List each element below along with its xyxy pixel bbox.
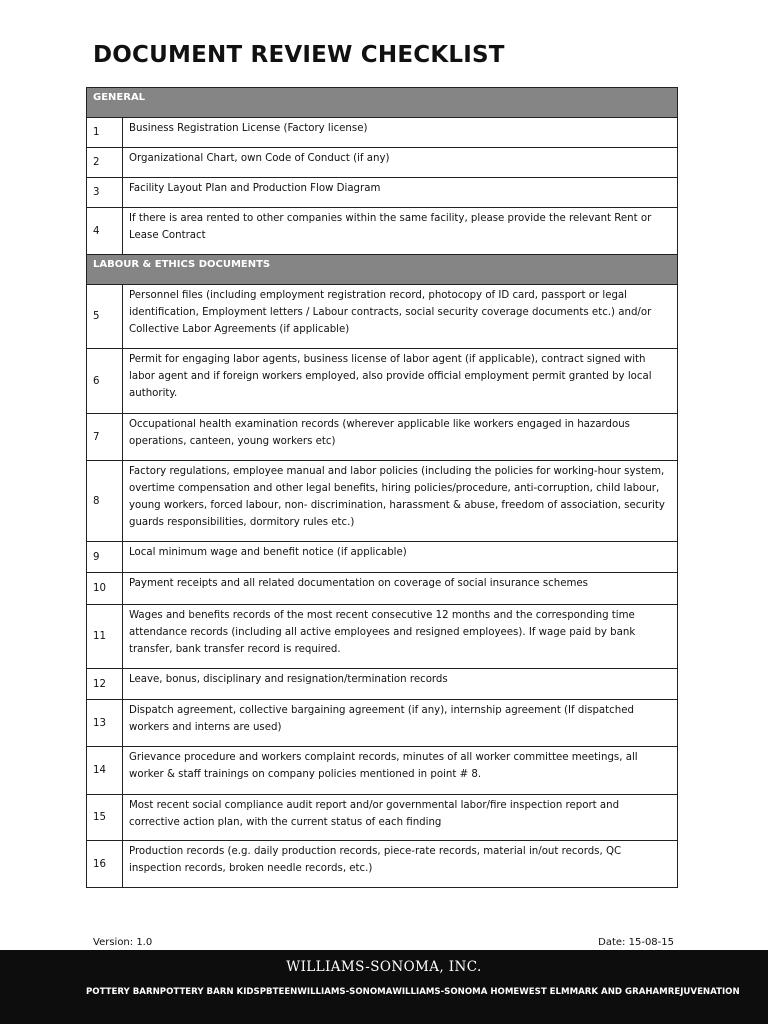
item-description: Local minimum wage and benefit notice (if applicable) — [123, 542, 678, 573]
item-number: 7 — [87, 414, 123, 461]
item-number: 2 — [87, 148, 123, 178]
checklist-row — [87, 349, 678, 414]
section-heading: LABOUR & ETHICS DOCUMENTS — [87, 255, 678, 285]
section-header-row — [87, 88, 678, 118]
item-number: 1 — [87, 118, 123, 148]
footer-date: Date: 15-08-15 — [598, 937, 674, 948]
item-number: 6 — [87, 349, 123, 414]
item-number: 3 — [87, 178, 123, 208]
item-description: Occupational health examination records (wherever applicable like workers engaged in hazardous operations, canteen, young workers etc) — [123, 414, 678, 461]
checklist-row — [87, 208, 678, 255]
checklist-row — [87, 747, 678, 795]
checklist-row — [87, 795, 678, 841]
checklist-row — [87, 542, 678, 573]
checklist-row — [87, 285, 678, 349]
item-number: 13 — [87, 700, 123, 747]
checklist-row — [87, 461, 678, 542]
checklist-row — [87, 148, 678, 178]
footer-version: Version: 1.0 — [93, 937, 153, 948]
item-number: 9 — [87, 542, 123, 573]
item-description: Permit for engaging labor agents, business license of labor agent (if applicable), contract signed with labor agent and if foreign workers employed, also provide official employment permit granted by local authority. — [123, 349, 678, 414]
brand-name: WEST ELM — [519, 987, 570, 997]
item-number: 15 — [87, 795, 123, 841]
item-number: 5 — [87, 285, 123, 349]
checklist-row — [87, 573, 678, 605]
checklist-row — [87, 118, 678, 148]
checklist-row — [87, 841, 678, 888]
item-description: Payment receipts and all related documentation on coverage of social insurance schemes — [123, 573, 678, 605]
item-description: Personnel files (including employment registration record, photocopy of ID card, passport or legal identification, Employment letters / Labour contracts, social security coverage documents etc.) and/or Collective Labor Agreements (if applicable) — [123, 285, 678, 349]
checklist-row — [87, 178, 678, 208]
checklist-table — [86, 87, 678, 888]
brand-name: MARK AND GRAHAM — [569, 987, 668, 997]
item-description: Dispatch agreement, collective bargaining agreement (if any), internship agreement (If dispatched workers and interns are used) — [123, 700, 678, 747]
item-description: Factory regulations, employee manual and labor policies (including the policies for working-hour system, overtime compensation and other legal benefits, hiring policies/procedure, anti-corruption, child labour, young workers, forced labour, non- discrimination, harassment & abuse, freedom of association, security guards responsibilities, dormitory rules etc.) — [123, 461, 678, 542]
item-description: Business Registration License (Factory license) — [123, 118, 678, 148]
checklist-row — [87, 669, 678, 700]
page-title: DOCUMENT REVIEW CHECKLIST — [93, 42, 505, 68]
item-number: 11 — [87, 605, 123, 669]
brand-name: WILLIAMS-SONOMA — [297, 987, 393, 997]
brand-name: POTTERY BARN KIDS — [159, 987, 260, 997]
item-description: If there is area rented to other companies within the same facility, please provide the relevant Rent or Lease Contract — [123, 208, 678, 255]
item-number: 10 — [87, 573, 123, 605]
brand-name: POTTERY BARN — [86, 987, 160, 997]
checklist-row — [87, 605, 678, 669]
item-number: 8 — [87, 461, 123, 542]
section-header-row — [87, 255, 678, 285]
item-description: Leave, bonus, disciplinary and resignation/termination records — [123, 669, 678, 700]
brand-name: WILLIAMS-SONOMA HOME — [392, 987, 520, 997]
checklist-row — [87, 414, 678, 461]
brand-list — [86, 987, 740, 997]
item-description: Wages and benefits records of the most recent consecutive 12 months and the corresponding time attendance records (including all active employees and resigned employees). If wage paid by bank transfer, bank transfer record is required. — [123, 605, 678, 669]
item-number: 16 — [87, 841, 123, 888]
item-number: 12 — [87, 669, 123, 700]
item-description: Grievance procedure and workers complaint records, minutes of all worker committee meetings, all worker & staff trainings on company policies mentioned in point # 8. — [123, 747, 678, 795]
item-description: Organizational Chart, own Code of Conduct (if any) — [123, 148, 678, 178]
brand-footer-bar — [0, 950, 768, 1024]
brand-name: PBTEEN — [259, 987, 298, 997]
section-heading: GENERAL — [87, 88, 678, 118]
checklist-row — [87, 700, 678, 747]
item-number: 4 — [87, 208, 123, 255]
item-description: Production records (e.g. daily production records, piece-rate records, material in/out records, QC inspection records, broken needle records, etc.) — [123, 841, 678, 888]
item-description: Facility Layout Plan and Production Flow Diagram — [123, 178, 678, 208]
item-number: 14 — [87, 747, 123, 795]
item-description: Most recent social compliance audit report and/or governmental labor/fire inspection report and corrective action plan, with the current status of each finding — [123, 795, 678, 841]
company-logo-text: WILLIAMS-SONOMA, INC. — [286, 959, 482, 975]
brand-name: REJUVENATION — [667, 987, 740, 997]
